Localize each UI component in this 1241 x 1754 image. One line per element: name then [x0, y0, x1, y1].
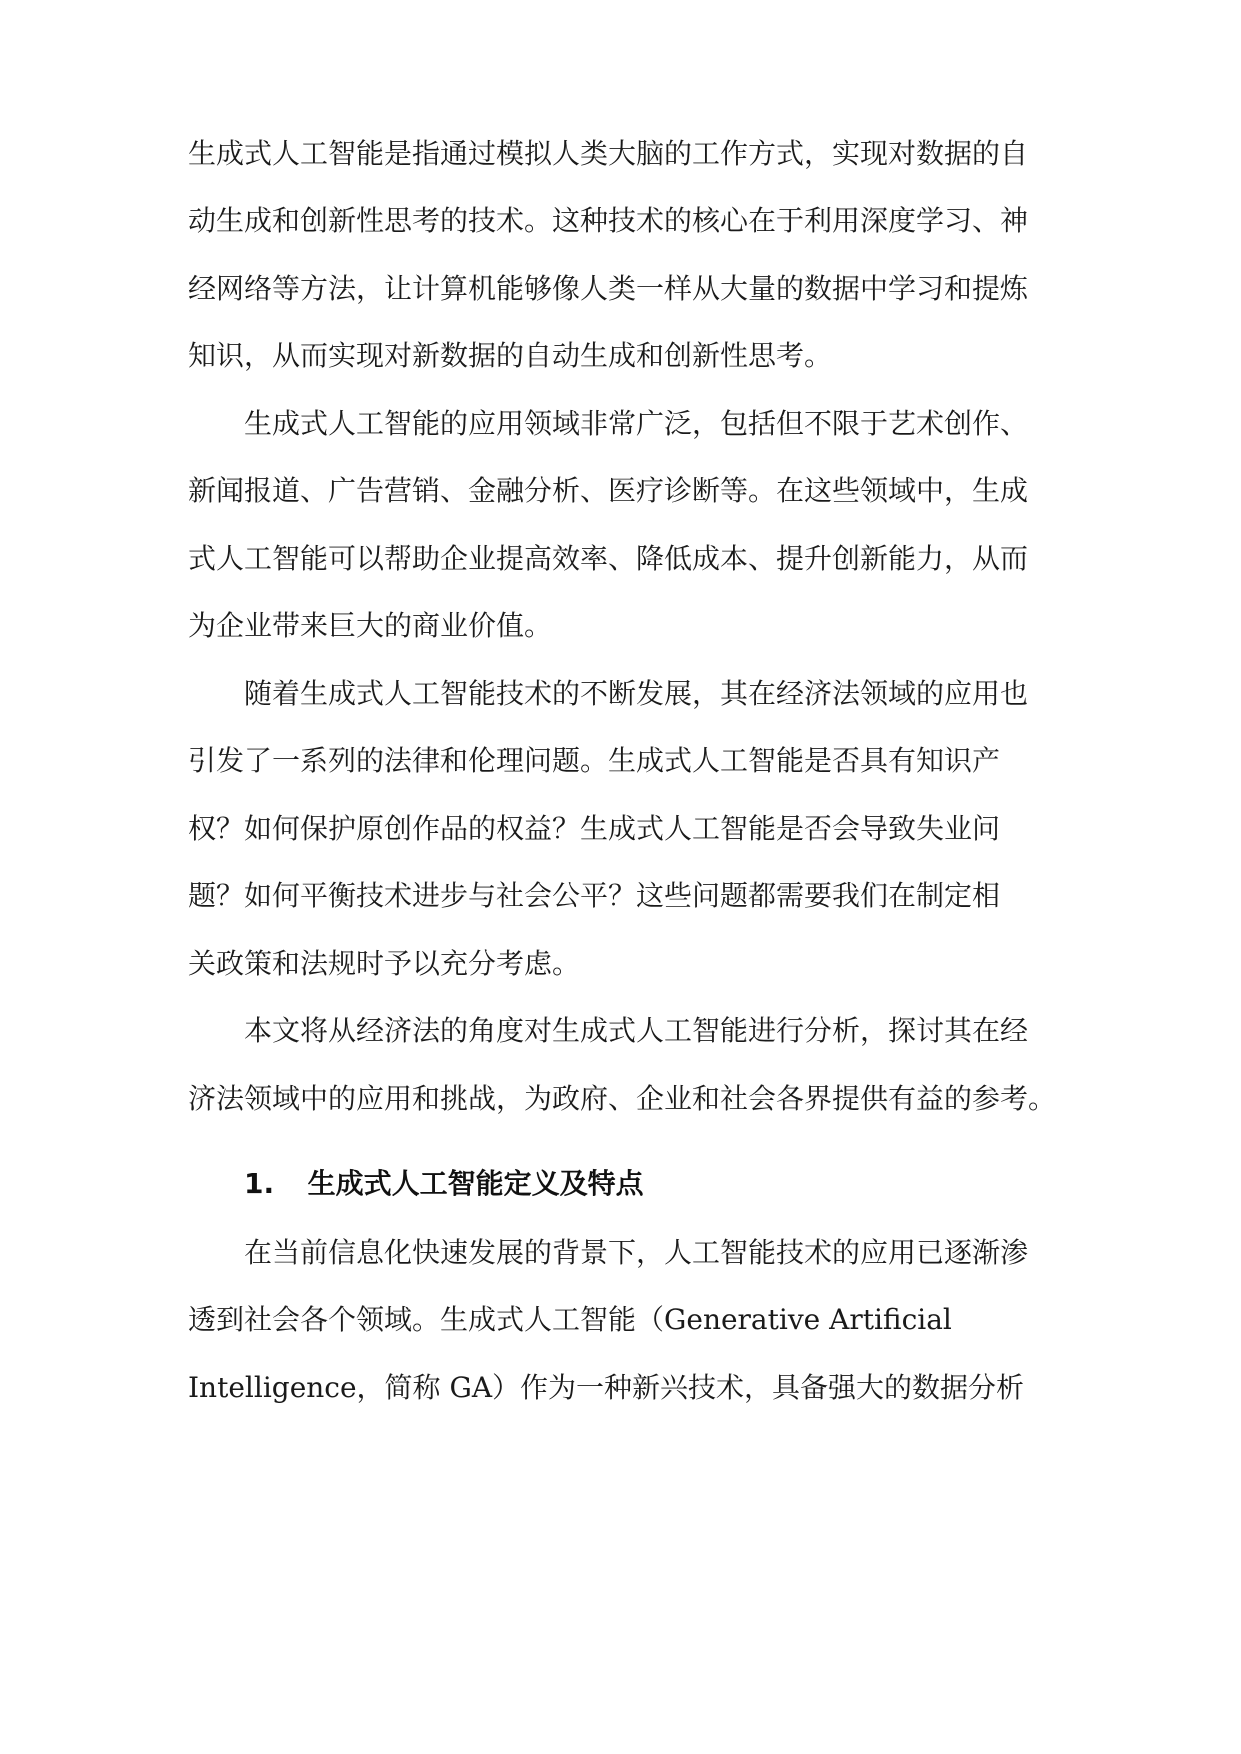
text-line: Intelligence，简称 GA）作为一种新兴技术，具备强大的数据分析 — [188, 1371, 1025, 1404]
text-line: 本文将从经济法的角度对生成式人工智能进行分析，探讨其在经 — [244, 1014, 1029, 1047]
text-line: 随着生成式人工智能技术的不断发展，其在经济法领域的应用也 — [244, 677, 1029, 710]
text-line: 式人工智能可以帮助企业提高效率、降低成本、提升创新能力，从而 — [188, 542, 1029, 575]
text-line: 权？如何保护原创作品的权益？生成式人工智能是否会导致失业问 — [188, 812, 1001, 845]
text-line: 济法领域中的应用和挑战，为政府、企业和社会各界提供有益的参考。 — [188, 1082, 1057, 1115]
text-line: 生成式人工智能是指通过模拟人类大脑的工作方式，实现对数据的自 — [188, 137, 1029, 170]
text-line: 知识，从而实现对新数据的自动生成和创新性思考。 — [188, 339, 833, 372]
text-line: 为企业带来巨大的商业价值。 — [188, 609, 553, 642]
text-line: 在当前信息化快速发展的背景下，人工智能技术的应用已逐渐渗 — [244, 1236, 1029, 1269]
section-number: 1. — [244, 1167, 275, 1200]
text-line: 引发了一系列的法律和伦理问题。生成式人工智能是否具有知识产 — [188, 744, 1001, 777]
text-line: 关政策和法规时予以充分考虑。 — [188, 947, 581, 980]
text-line: 题？如何平衡技术进步与社会公平？这些问题都需要我们在制定相 — [188, 879, 1001, 912]
text-line: 透到社会各个领域。生成式人工智能（Generative Artificial — [188, 1303, 952, 1336]
text-line: 新闻报道、广告营销、金融分析、医疗诊断等。在这些领域中，生成 — [188, 474, 1029, 507]
text-line: 动生成和创新性思考的技术。这种技术的核心在于利用深度学习、神 — [188, 204, 1029, 237]
section-heading — [244, 1166, 644, 1202]
section-title: 生成式人工智能定义及特点 — [307, 1167, 644, 1200]
text-line: 经网络等方法，让计算机能够像人类一样从大量的数据中学习和提炼 — [188, 272, 1029, 305]
text-line: 生成式人工智能的应用领域非常广泛，包括但不限于艺术创作、 — [244, 407, 1029, 440]
